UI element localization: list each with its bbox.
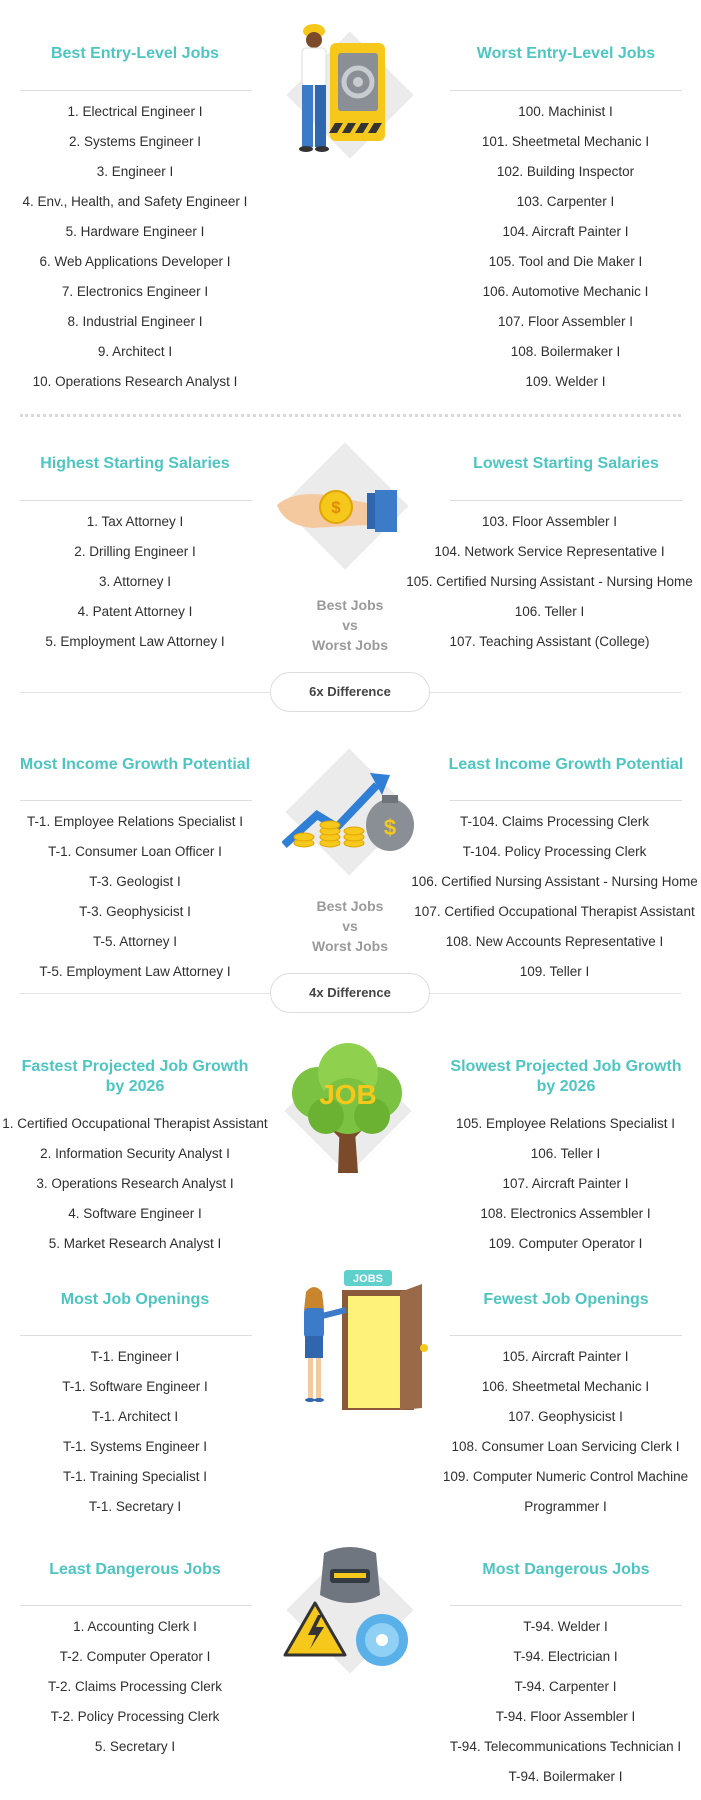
list-item: 10. Operations Research Analyst I — [32, 374, 238, 389]
list-item: T-94. Boilermaker I — [508, 1769, 623, 1784]
growth-chart-money-illustration — [282, 745, 417, 875]
money-hand-illustration — [272, 443, 417, 568]
list-item: 106. Sheetmetal Mechanic I — [481, 1379, 650, 1394]
list-item: 4. Software Engineer I — [68, 1206, 202, 1221]
list-item: 107. Certified Occupational Therapist Assistant — [414, 904, 695, 919]
best-vs-worst-label — [300, 595, 400, 655]
list-item: 101. Sheetmetal Mechanic I — [481, 134, 650, 149]
list-item: 108. Consumer Loan Servicing Clerk I — [451, 1439, 680, 1454]
list-item: T-1. Employee Relations Specialist I — [26, 814, 244, 829]
lowest-salaries-list — [398, 507, 701, 657]
list-item: 2. Systems Engineer I — [68, 134, 202, 149]
job-tree-illustration — [278, 1038, 418, 1178]
list-item: 1. Tax Attorney I — [86, 514, 184, 529]
danger-helmet-illustration — [280, 1545, 420, 1670]
list-item: 105. Tool and Die Maker I — [488, 254, 643, 269]
most-dangerous-title: Most Dangerous Jobs — [482, 1561, 650, 1578]
list-item: T-2. Claims Processing Clerk — [47, 1679, 223, 1694]
list-item: 4. Patent Attorney I — [77, 604, 193, 619]
worst-entry-jobs-title: Worst Entry-Level Jobs — [476, 45, 656, 62]
door-jobs-sign: JOBS — [353, 1273, 383, 1285]
list-item: T-5. Attorney I — [92, 934, 178, 949]
mid-label-line: Worst Jobs — [312, 938, 388, 954]
list-item: T-2. Policy Processing Clerk — [50, 1709, 220, 1724]
divider — [450, 800, 682, 801]
divider — [20, 993, 270, 994]
list-item: T-94. Floor Assembler I — [495, 1709, 636, 1724]
most-income-growth-title: Most Income Growth Potential — [19, 756, 251, 773]
list-item: T-3. Geophysicist I — [79, 904, 191, 919]
best-entry-jobs-title: Best Entry-Level Jobs — [50, 45, 220, 62]
list-item: 104. Network Service Representative I — [434, 544, 665, 559]
list-item: 102. Building Inspector — [496, 164, 635, 179]
list-item: 108. Boilermaker I — [510, 344, 621, 359]
divider — [450, 1335, 682, 1336]
list-item: 9. Architect I — [97, 344, 173, 359]
list-item: 109. Welder I — [525, 374, 606, 389]
job-door-illustration — [290, 1270, 430, 1415]
list-item: 106. Certified Nursing Assistant - Nursing Home — [411, 874, 698, 889]
list-item: 109. Teller I — [519, 964, 590, 979]
list-item: T-94. Electrician I — [513, 1649, 618, 1664]
divider — [20, 692, 270, 693]
svg-text:$: $ — [383, 815, 397, 840]
divider — [428, 692, 681, 693]
list-item: 104. Aircraft Painter I — [502, 224, 629, 239]
list-item: 108. New Accounts Representative I — [445, 934, 664, 949]
list-item: T-1. Consumer Loan Officer I — [48, 844, 222, 859]
svg-text:$: $ — [331, 498, 341, 517]
list-item: T-104. Policy Processing Clerk — [462, 844, 647, 859]
list-item: 108. Electronics Assembler I — [480, 1206, 651, 1221]
list-item: 1. Accounting Clerk I — [73, 1619, 197, 1634]
list-item: T-3. Geologist I — [89, 874, 181, 889]
list-item: 5. Hardware Engineer I — [65, 224, 205, 239]
list-item: 3. Attorney I — [98, 574, 172, 589]
list-item: T-1. Training Specialist I — [62, 1469, 208, 1484]
list-item: 109. Computer Numeric Control Machine Programmer I — [442, 1469, 689, 1514]
list-item: T-1. Architect I — [91, 1409, 179, 1424]
list-item: T-1. Secretary I — [88, 1499, 182, 1514]
list-item: 1. Electrical Engineer I — [67, 104, 203, 119]
divider — [20, 500, 252, 501]
tree-job-label: JOB — [319, 1079, 377, 1110]
fastest-growth-list — [0, 1109, 270, 1259]
list-item: 106. Automotive Mechanic I — [482, 284, 649, 299]
list-item: 3. Engineer I — [96, 164, 174, 179]
divider — [20, 1605, 252, 1606]
fewest-openings-title: Fewest Job Openings — [483, 1291, 649, 1308]
mid-label-line: Best Jobs — [316, 597, 384, 613]
list-item: 3. Operations Research Analyst I — [36, 1176, 234, 1191]
divider — [20, 1335, 252, 1336]
slowest-growth-list — [430, 1109, 701, 1259]
list-item: T-94. Carpenter I — [514, 1679, 617, 1694]
list-item: 106. Teller I — [530, 1146, 601, 1161]
list-item: T-94. Telecommunications Technician I — [449, 1739, 682, 1754]
list-item: 6. Web Applications Developer I — [39, 254, 231, 269]
divider — [20, 90, 252, 91]
list-item: T-1. Systems Engineer I — [62, 1439, 208, 1454]
most-dangerous-list — [430, 1612, 701, 1792]
least-income-growth-list — [408, 807, 701, 987]
list-item: 5. Secretary I — [94, 1739, 176, 1754]
mid-label-line: Worst Jobs — [312, 637, 388, 653]
list-item: 105. Certified Nursing Assistant - Nursing Home — [406, 574, 693, 589]
list-item: 100. Machinist I — [518, 104, 613, 119]
mid-label-line: vs — [342, 617, 358, 633]
lowest-salaries-title: Lowest Starting Salaries — [473, 455, 659, 472]
section-separator — [20, 414, 681, 417]
highest-salaries-title: Highest Starting Salaries — [40, 455, 230, 472]
divider — [450, 500, 682, 501]
list-item: 5. Employment Law Attorney I — [45, 634, 225, 649]
most-openings-list — [0, 1342, 270, 1522]
best-entry-jobs-list — [0, 97, 270, 397]
list-item: 107. Teaching Assistant (College) — [449, 634, 650, 649]
list-item: 8. Industrial Engineer I — [67, 314, 203, 329]
list-item: T-5. Employment Law Attorney I — [39, 964, 231, 979]
divider — [450, 90, 682, 91]
least-income-growth-title: Least Income Growth Potential — [448, 756, 684, 773]
list-item: 109. Computer Operator I — [488, 1236, 643, 1251]
mid-label-line: vs — [342, 918, 358, 934]
list-item: 106. Teller I — [514, 604, 585, 619]
list-item: T-104. Claims Processing Clerk — [459, 814, 650, 829]
list-item: T-94. Welder I — [523, 1619, 608, 1634]
salary-difference-badge: 6x Difference — [270, 672, 430, 712]
list-item: 105. Employee Relations Specialist I — [455, 1116, 676, 1131]
list-item: 7. Electronics Engineer I — [61, 284, 209, 299]
list-item: 2. Drilling Engineer I — [74, 544, 196, 559]
best-vs-worst-label — [300, 896, 400, 956]
list-item: 4. Env., Health, and Safety Engineer I — [22, 194, 248, 209]
most-openings-title: Most Job Openings — [60, 1291, 210, 1308]
mid-label-line: Best Jobs — [316, 898, 384, 914]
most-income-growth-list — [0, 807, 270, 987]
slowest-growth-title: Slowest Projected Job Growth by 2026 — [450, 1058, 682, 1095]
least-dangerous-title: Least Dangerous Jobs — [49, 1561, 221, 1578]
divider — [450, 1605, 682, 1606]
list-item: 2. Information Security Analyst I — [40, 1146, 230, 1161]
list-item: 107. Geophysicist I — [508, 1409, 623, 1424]
fastest-growth-title: Fastest Projected Job Growth by 2026 — [21, 1058, 249, 1095]
list-item: T-1. Software Engineer I — [62, 1379, 208, 1394]
list-item: 103. Carpenter I — [516, 194, 615, 209]
list-item: 103. Floor Assembler I — [481, 514, 618, 529]
divider — [428, 993, 681, 994]
list-item: 107. Floor Assembler I — [497, 314, 634, 329]
divider — [20, 800, 252, 801]
list-item: 5. Market Research Analyst I — [48, 1236, 222, 1251]
least-dangerous-list — [0, 1612, 270, 1762]
list-item: 1. Certified Occupational Therapist Assistant — [2, 1116, 268, 1131]
highest-salaries-list — [0, 507, 270, 657]
list-item: 105. Aircraft Painter I — [502, 1349, 629, 1364]
list-item: T-1. Engineer I — [90, 1349, 180, 1364]
list-item: T-2. Computer Operator I — [59, 1649, 211, 1664]
fewest-openings-list — [430, 1342, 701, 1522]
engineer-illustration — [280, 15, 420, 170]
list-item: 107. Aircraft Painter I — [502, 1176, 629, 1191]
income-difference-badge: 4x Difference — [270, 973, 430, 1013]
worst-entry-jobs-list — [430, 97, 701, 397]
